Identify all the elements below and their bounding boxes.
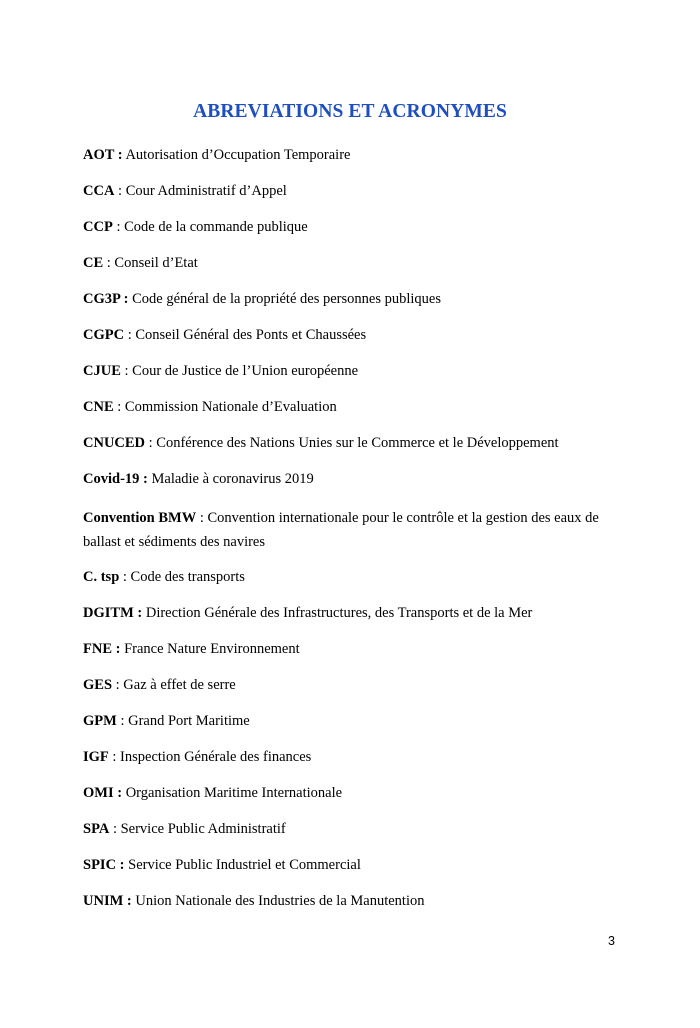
acronym-definition: Maladie à coronavirus 2019 (147, 471, 314, 487)
acronym-entry (83, 566, 603, 589)
acronym-entry (83, 782, 603, 805)
acronym-definition: : Code des transports (119, 569, 245, 585)
acronym-entry (83, 468, 603, 491)
acronym-definition: : Commission Nationale d’Evaluation (113, 399, 337, 415)
acronym-entry (83, 216, 603, 239)
acronym: CNUCED (83, 435, 146, 451)
acronym-entry (83, 396, 603, 419)
acronym-entry (83, 710, 603, 733)
acronym: UNIM : (83, 893, 132, 909)
acronym-definition: Union Nationale des Industries de la Manutention (131, 893, 425, 909)
acronym: CJUE (83, 363, 121, 379)
acronym-entry (83, 854, 603, 877)
acronym: DGITM : (83, 605, 143, 621)
acronym-definition: : Convention internationale pour le contrôle et la gestion des eaux de ballast et sédiments des navires (83, 510, 599, 550)
acronym-definition: : Grand Port Maritime (116, 713, 250, 729)
acronym: FNE : (83, 641, 121, 657)
acronym-definition: : Conseil Général des Ponts et Chaussées (124, 327, 367, 343)
acronym-entry (83, 638, 603, 661)
acronym: Convention BMW (83, 510, 197, 526)
acronym: GES (83, 677, 113, 693)
page-number: 3 (608, 934, 615, 948)
acronym: C. tsp (83, 569, 120, 585)
acronym-entry (83, 746, 603, 769)
acronym-entry (83, 144, 603, 167)
acronym: CE (83, 255, 104, 271)
acronym: AOT : (83, 147, 123, 163)
page-title: ABREVIATIONS ET ACRONYMES (193, 101, 507, 122)
acronym-entry (83, 180, 603, 203)
acronym: CGPC (83, 327, 125, 343)
acronym-entry (83, 602, 603, 625)
acronym-entry (83, 818, 603, 841)
acronym-definition: : Conseil d’Etat (103, 255, 198, 271)
acronym-entry (83, 506, 603, 554)
acronym-definition: Code général de la propriété des personnes publiques (128, 291, 441, 307)
acronym-definition: Service Public Industriel et Commercial (124, 857, 361, 873)
acronym-entry (83, 674, 603, 697)
acronym-entry (83, 890, 603, 913)
acronym-definition: : Inspection Générale des finances (108, 749, 312, 765)
acronym-definition: : Cour de Justice de l’Union européenne (120, 363, 359, 379)
acronym: SPIC : (83, 857, 125, 873)
acronym-definition: Organisation Maritime Internationale (122, 785, 343, 801)
acronym: CCA (83, 183, 115, 199)
acronym-definition: : Service Public Administratif (109, 821, 286, 837)
acronym: Covid-19 : (83, 471, 148, 487)
acronym-definition: : Cour Administratif d’Appel (114, 183, 287, 199)
acronym-entry (83, 360, 603, 383)
acronym: CG3P : (83, 291, 129, 307)
acronym-entry (83, 324, 603, 347)
acronym: CCP (83, 219, 113, 235)
acronym-entry (83, 252, 603, 275)
acronym: GPM (83, 713, 117, 729)
acronym-definition: Autorisation d’Occupation Temporaire (122, 147, 351, 163)
acronym-definition: France Nature Environnement (120, 641, 300, 657)
acronym: SPA (83, 821, 110, 837)
acronym-definition: : Gaz à effet de serre (112, 677, 236, 693)
acronym-entry (83, 288, 603, 311)
acronym-definition: : Conférence des Nations Unies sur le Commerce et le Développement (145, 435, 559, 451)
acronym: CNE (83, 399, 114, 415)
acronym: OMI : (83, 785, 123, 801)
acronym-definition: : Code de la commande publique (112, 219, 308, 235)
acronym-entry (83, 432, 603, 455)
acronym: IGF (83, 749, 109, 765)
acronym-definition: Direction Générale des Infrastructures, des Transports et de la Mer (142, 605, 533, 621)
